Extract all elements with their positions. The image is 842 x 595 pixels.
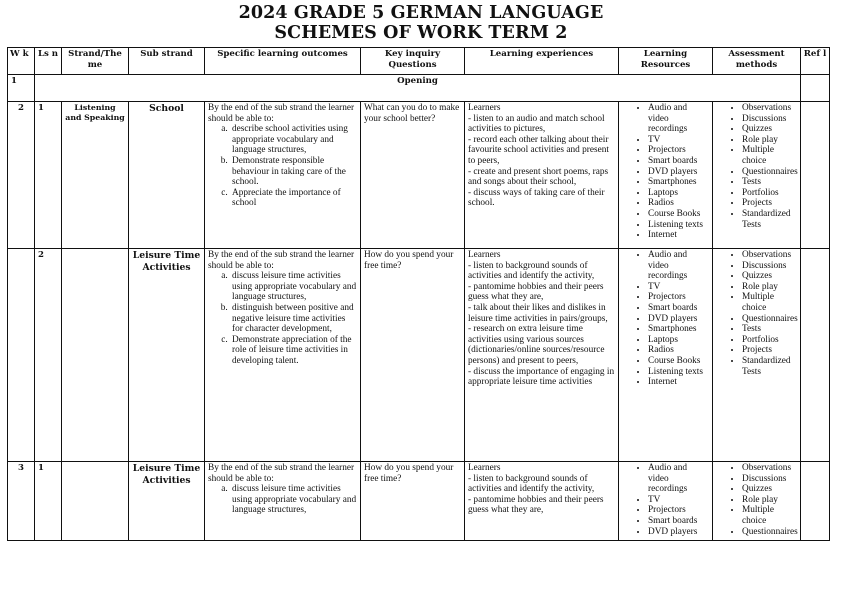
- outcome-item: b. distinguish between positive and negative leisure time activities for character development,: [230, 303, 357, 335]
- resource-item: • Laptops: [648, 335, 709, 346]
- assessment-item: • Tests: [742, 177, 797, 188]
- experience-item: - discuss ways of taking care of their school.: [468, 187, 605, 209]
- resource-item: • Audio and video recordings: [648, 103, 709, 135]
- assessment-item: • Projects: [742, 198, 797, 209]
- header-row: [8, 48, 830, 75]
- assessment-list: [716, 250, 797, 377]
- reference-cell: [801, 462, 830, 541]
- assessment-item: • Multiple choice: [742, 292, 797, 313]
- assessment-item: • Quizzes: [742, 484, 797, 495]
- outcome-item: b. Demonstrate responsible behaviour in taking care of the school.: [230, 156, 357, 188]
- assessment-list: [716, 103, 797, 230]
- key-question-cell: What can you do to make your school better?: [361, 102, 465, 249]
- week-cell: 3: [8, 462, 35, 541]
- experience-item: - listen to background sounds of activities and identify the activity,: [468, 260, 595, 282]
- assessment-item: • Discussions: [742, 114, 797, 125]
- outcome-item: a. discuss leisure time activities using appropriate vocabulary and language structures,: [230, 271, 357, 303]
- resource-item: • Listening texts: [648, 367, 709, 378]
- assessment-item: • Multiple choice: [742, 505, 797, 526]
- assessment-item: • Discussions: [742, 474, 797, 485]
- key-question-cell: How do you spend your free time?: [361, 462, 465, 541]
- key-question-cell: How do you spend your free time?: [361, 249, 465, 462]
- outcomes-cell: [205, 102, 361, 249]
- resource-item: • TV: [648, 135, 709, 146]
- experience-item: - discuss the importance of engaging in appropriate leisure time activities: [468, 366, 615, 388]
- resource-item: • Projectors: [648, 292, 709, 303]
- opening-row: [8, 75, 830, 102]
- title-line-1: 2024 GRADE 5 GERMAN LANGUAGE: [238, 3, 604, 23]
- assessment-item: • Standardized Tests: [742, 209, 797, 230]
- resource-item: • Audio and video recordings: [648, 250, 709, 282]
- lesson-cell: 1: [35, 462, 62, 541]
- header-outcomes: Specific learning outcomes: [205, 48, 361, 75]
- resources-cell: [619, 249, 713, 462]
- resource-item: • Projectors: [648, 505, 709, 516]
- header-substrand: Sub strand: [129, 48, 205, 75]
- assessment-item: • Portfolios: [742, 335, 797, 346]
- outcomes-intro: By the end of the sub strand the learner should be able to:: [208, 463, 355, 484]
- opening-ref: [801, 75, 830, 102]
- experience-item: - listen to background sounds of activities and identify the activity,: [468, 473, 595, 495]
- assessment-item: • Tests: [742, 324, 797, 335]
- opening-label: Opening: [35, 75, 801, 102]
- assessment-item: • Role play: [742, 495, 797, 506]
- week-cell: 2: [8, 102, 35, 249]
- outcomes-cell: [205, 462, 361, 541]
- outcome-item: a. describe school activities using appropriate vocabulary and language structures,: [230, 124, 357, 156]
- experience-item: Learners: [468, 103, 501, 113]
- outcomes-list: [208, 484, 357, 516]
- assessment-item: • Observations: [742, 463, 797, 474]
- assessment-cell: [713, 249, 801, 462]
- assessment-item: • Multiple choice: [742, 145, 797, 166]
- assessment-item: • Quizzes: [742, 124, 797, 135]
- assessment-item: • Questionnaires: [742, 314, 797, 325]
- lesson-cell: 1: [35, 102, 62, 249]
- assessment-item: • Questionnaires: [742, 167, 797, 178]
- resources-cell: [619, 102, 713, 249]
- experiences-cell: [465, 249, 619, 462]
- header-experiences: Learning experiences: [465, 48, 619, 75]
- resource-item: • Course Books: [648, 356, 709, 367]
- resources-cell: [619, 462, 713, 541]
- outcome-item: c. Demonstrate appreciation of the role of leisure time activities in developing talent.: [230, 335, 357, 367]
- header-assessment: Assessment methods: [713, 48, 801, 75]
- resource-item: • Projectors: [648, 145, 709, 156]
- assessment-cell: [713, 102, 801, 249]
- experience-item: - create and present short poems, raps and songs about their school,: [468, 166, 609, 188]
- resource-item: • Smart boards: [648, 303, 709, 314]
- resource-item: • DVD players: [648, 314, 709, 325]
- substrand-cell: Leisure Time Activities: [129, 462, 205, 541]
- header-week: W k: [8, 48, 35, 75]
- experiences-cell: [465, 462, 619, 541]
- title-line-2: SCHEMES OF WORK TERM 2: [274, 23, 568, 43]
- strand-cell: [62, 249, 129, 462]
- table-row: [8, 102, 830, 249]
- assessment-item: • Portfolios: [742, 188, 797, 199]
- resource-item: • TV: [648, 495, 709, 506]
- resource-item: • Audio and video recordings: [648, 463, 709, 495]
- substrand-cell: School: [129, 102, 205, 249]
- resource-item: • Laptops: [648, 188, 709, 199]
- assessment-item: • Discussions: [742, 261, 797, 272]
- assessment-item: • Quizzes: [742, 271, 797, 282]
- experiences-cell: [465, 102, 619, 249]
- table-row: [8, 462, 830, 541]
- experience-item: Learners: [468, 250, 501, 260]
- outcomes-list: [208, 271, 357, 366]
- resource-item: • Smart boards: [648, 516, 709, 527]
- outcomes-intro: By the end of the sub strand the learner should be able to:: [208, 103, 355, 124]
- resources-list: [622, 463, 709, 537]
- outcome-item: c. Appreciate the importance of school: [230, 188, 357, 209]
- experience-item: - listen to an audio and match school activities to pictures,: [468, 113, 605, 135]
- resource-item: • Internet: [648, 377, 709, 388]
- assessment-item: • Projects: [742, 345, 797, 356]
- resource-item: • Smartphones: [648, 324, 709, 335]
- substrand-cell: Leisure Time Activities: [129, 249, 205, 462]
- assessment-item: • Observations: [742, 250, 797, 261]
- resource-item: • Radios: [648, 198, 709, 209]
- reference-cell: [801, 102, 830, 249]
- assessment-item: • Standardized Tests: [742, 356, 797, 377]
- resource-item: • Internet: [648, 230, 709, 241]
- resource-item: • DVD players: [648, 167, 709, 178]
- resource-item: • Smartphones: [648, 177, 709, 188]
- experience-item: - talk about their likes and dislikes in leisure time activities in pairs/groups,: [468, 302, 608, 324]
- experience-item: - pantomime hobbies and their peers guess what they are,: [468, 281, 604, 303]
- resource-item: • Listening texts: [648, 220, 709, 231]
- resource-item: • TV: [648, 282, 709, 293]
- outcomes-cell: [205, 249, 361, 462]
- outcomes-intro: By the end of the sub strand the learner should be able to:: [208, 250, 355, 271]
- experience-item: - pantomime hobbies and their peers guess what they are,: [468, 494, 604, 516]
- table-row: [8, 249, 830, 462]
- assessment-item: • Role play: [742, 135, 797, 146]
- resource-item: • DVD players: [648, 527, 709, 538]
- assessment-cell: [713, 462, 801, 541]
- assessment-item: • Role play: [742, 282, 797, 293]
- resource-item: • Radios: [648, 345, 709, 356]
- header-resources: Learning Resources: [619, 48, 713, 75]
- week-cell: [8, 249, 35, 462]
- lesson-cell: 2: [35, 249, 62, 462]
- header-strand: Strand/The me: [62, 48, 129, 75]
- reference-cell: [801, 249, 830, 462]
- scheme-of-work-table: [7, 47, 830, 541]
- experience-item: - record each other talking about their favourite school activities and present to peers,: [468, 134, 609, 166]
- assessment-item: • Questionnaires: [742, 527, 797, 538]
- assessment-list: [716, 463, 797, 537]
- experience-item: Learners: [468, 463, 501, 473]
- document-title: [0, 3, 842, 43]
- outcomes-list: [208, 124, 357, 209]
- resources-list: [622, 250, 709, 388]
- resource-item: • Smart boards: [648, 156, 709, 167]
- experience-item: - research on extra leisure time activities using various sources (dictionaries/online sources/resource persons) and present to peers,: [468, 324, 605, 366]
- header-lesson: Ls n: [35, 48, 62, 75]
- outcome-item: a. discuss leisure time activities using appropriate vocabulary and language structures,: [230, 484, 357, 516]
- header-reference: Ref l: [801, 48, 830, 75]
- resources-list: [622, 103, 709, 241]
- opening-week: 1: [8, 75, 35, 102]
- header-questions: Key inquiry Questions: [361, 48, 465, 75]
- strand-cell: Listening and Speaking: [62, 102, 129, 249]
- resource-item: • Course Books: [648, 209, 709, 220]
- assessment-item: • Observations: [742, 103, 797, 114]
- strand-cell: [62, 462, 129, 541]
